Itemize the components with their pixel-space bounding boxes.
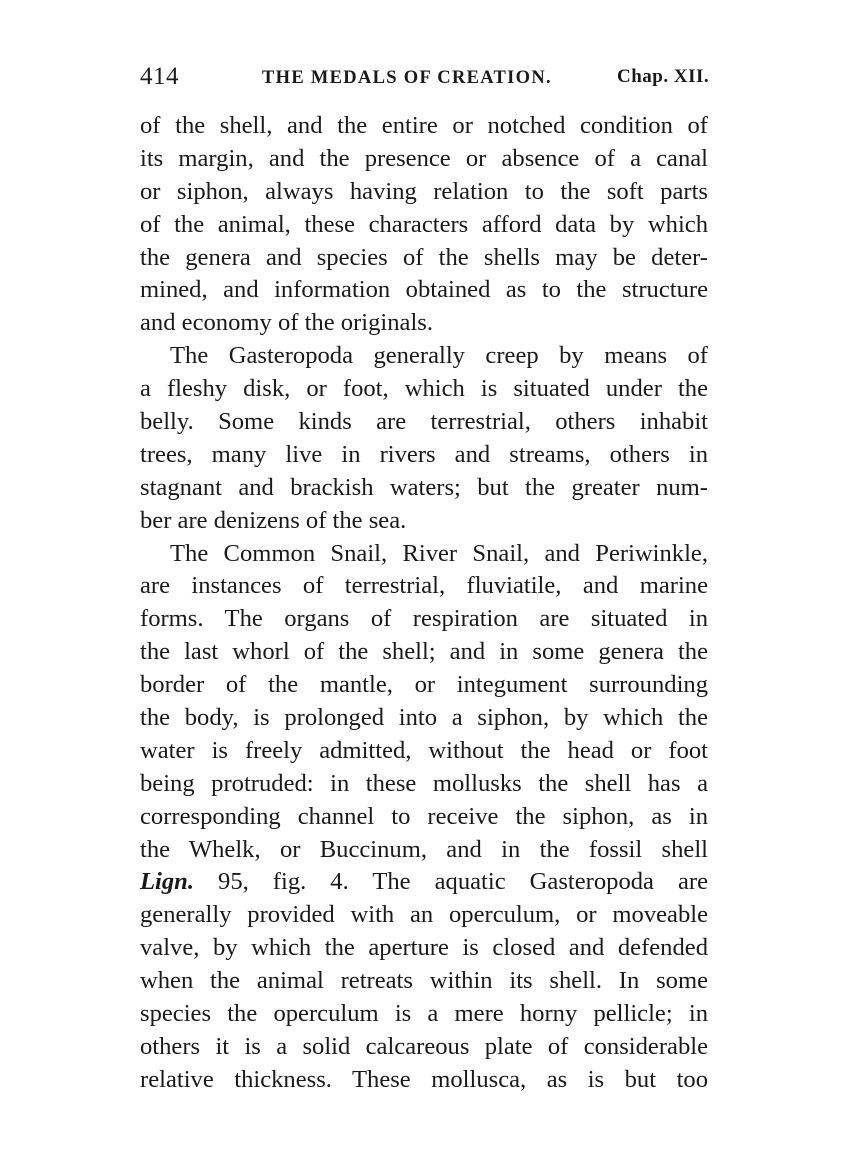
- text-line: are instances of terrestrial, fluviatile, and marine: [140, 572, 708, 600]
- text-line: corresponding channel to receive the siphon, as in: [140, 802, 708, 830]
- text-line: trees, many live in rivers and streams, others in: [140, 440, 708, 468]
- text-line-rest: 95, fig. 4. The aquatic Gasteropoda are: [218, 868, 709, 896]
- text-line: water is freely admitted, without the head or foot: [140, 736, 708, 764]
- text-line: mined, and information obtained as to the structure: [140, 276, 708, 304]
- italic-reference: Lign.: [140, 868, 194, 896]
- text-line-with-reference: [140, 866, 708, 899]
- chapter-reference: Chap. XII.: [617, 66, 710, 87]
- text-line: and economy of the originals.: [140, 309, 433, 337]
- paragraph-start: The Gasteropoda generally creep by means of: [170, 342, 708, 370]
- text-line: the last whorl of the shell; and in some genera the: [140, 638, 708, 666]
- text-line: ber are denizens of the sea.: [140, 506, 407, 534]
- text-line: forms. The organs of respiration are situated in: [140, 605, 708, 633]
- paragraph-start: The Common Snail, River Snail, and Periwinkle,: [170, 539, 708, 567]
- text-line: its margin, and the presence or absence of a canal: [140, 144, 708, 172]
- text-line: the Whelk, or Buccinum, and in the fossil shell: [140, 835, 708, 863]
- text-line: valve, by which the aperture is closed and defended: [140, 934, 708, 962]
- text-line: others it is a solid calcareous plate of considerable: [140, 1032, 708, 1060]
- text-line: relative thickness. These mollusca, as is but too: [140, 1065, 708, 1093]
- body-text: [140, 110, 708, 1097]
- text-line: of the animal, these characters afford data by which: [140, 210, 708, 238]
- running-head: [140, 60, 710, 94]
- text-line: the genera and species of the shells may be deter-: [140, 243, 708, 271]
- text-line: of the shell, and the entire or notched condition of: [140, 112, 708, 139]
- text-line: being protruded: in these mollusks the shell has a: [140, 769, 708, 797]
- text-line: a fleshy disk, or foot, which is situated under the: [140, 375, 708, 403]
- text-line: when the animal retreats within its shell. In some: [140, 967, 708, 995]
- text-line: the body, is prolonged into a siphon, by which the: [140, 704, 708, 732]
- text-line: stagnant and brackish waters; but the greater num-: [140, 473, 708, 501]
- text-line: generally provided with an operculum, or moveable: [140, 901, 708, 929]
- book-title: THE MEDALS OF CREATION.: [262, 68, 552, 88]
- text-line: border of the mantle, or integument surrounding: [140, 671, 708, 699]
- text-line: species the operculum is a mere horny pellicle; in: [140, 1000, 708, 1028]
- text-line: belly. Some kinds are terrestrial, others inhabit: [140, 408, 708, 436]
- text-line: or siphon, always having relation to the soft parts: [140, 177, 708, 205]
- page-number: 414: [140, 63, 179, 90]
